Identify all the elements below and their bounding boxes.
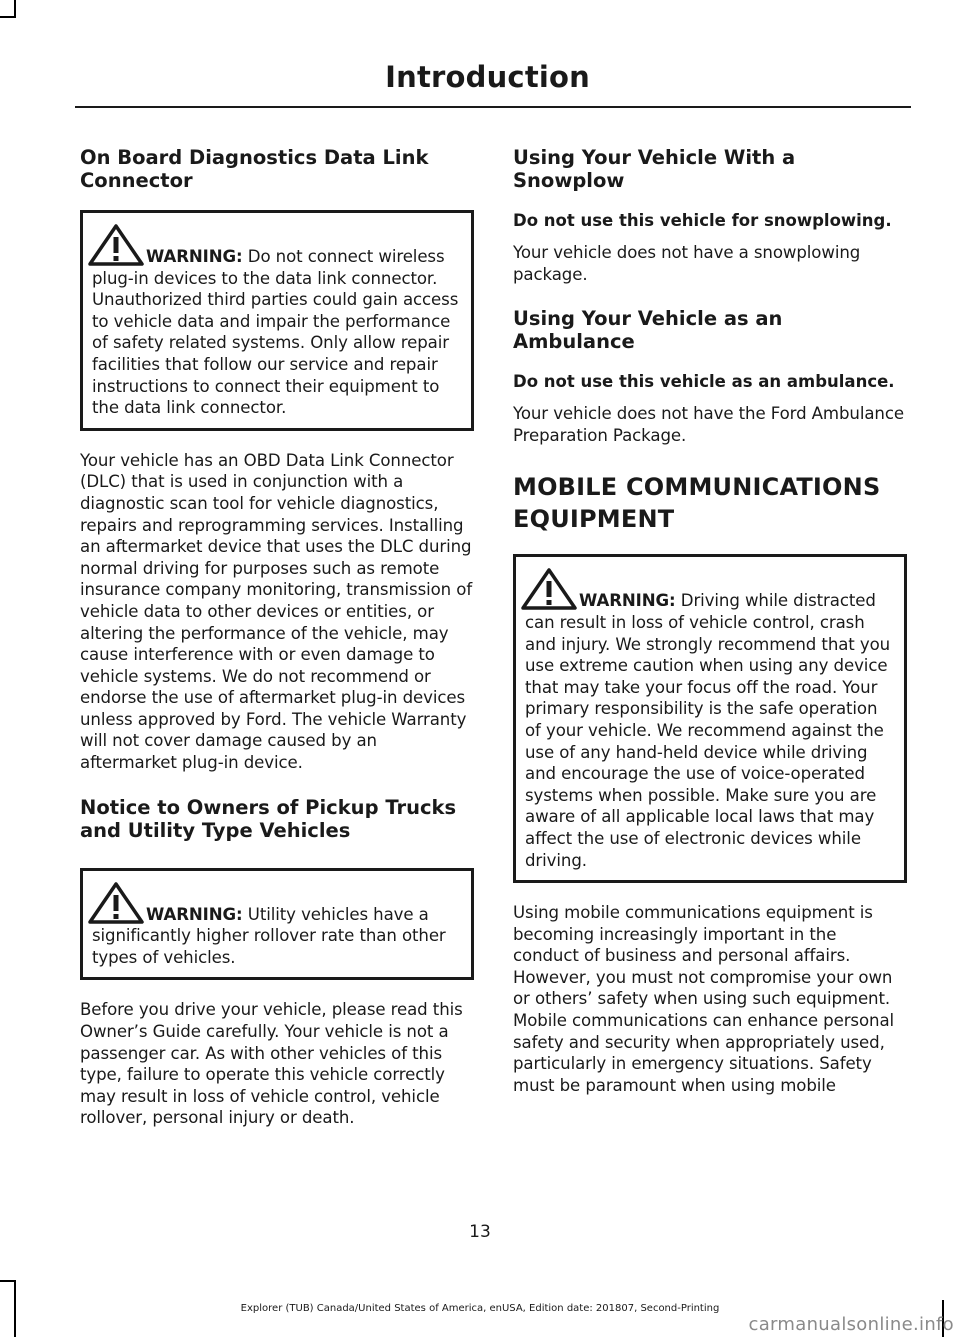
left-column [80, 146, 474, 1146]
warning-text: Driving while distracted can result in loss of vehicle control, crash and injury. We strongly recommend that you use extreme caution when using any device that may take your focus off the road. Your primary responsibility is the safe operation of your vehicle. We recommend against the use of any hand-held device while driving and encourage the use of voice-operated systems when possible. Make sure you are aware of all applicable local laws that may affect the use of electronic devices while driving. [525, 591, 891, 870]
pickup-paragraph: Before you drive your vehicle, please read this Owner’s Guide carefully. Your vehicle is not a passenger car. As with other vehicles of this type, failure to operate this vehicle correctly may result in loss of vehicle control, vehicle rollover, personal injury or death. [80, 1000, 463, 1128]
warning-triangle-icon [86, 223, 146, 267]
mobile-section-heading [513, 472, 907, 534]
obd-warning-box [80, 210, 474, 431]
mobile-heading-line1: MOBILE COMMUNICATIONS [513, 473, 881, 502]
warning-triangle-icon [519, 567, 579, 611]
watermark[interactable]: carmanualsonline.info [748, 1314, 954, 1335]
page-title: Introduction [385, 60, 590, 94]
snowplow-heading: Using Your Vehicle With a Snowplow [513, 146, 796, 192]
header-divider [75, 106, 911, 108]
snowplow-paragraph: Your vehicle does not have a snowplowing package. [513, 243, 861, 284]
ambulance-paragraph: Your vehicle does not have the Ford Ambulance Preparation Package. [513, 404, 904, 445]
snowplow-notice: Do not use this vehicle for snowplowing. [513, 211, 892, 230]
warning-triangle-icon [86, 881, 146, 925]
mobile-warning-box [513, 554, 907, 883]
mobile-paragraph: Using mobile communications equipment is becoming increasingly important in the conduct of business and personal affairs. However, you must not compromise your own or others’ safety when using such equipment. Mobile communications can enhance personal safety and security when appropriately used, particularly in emergency situations. Safety must be paramount when using mobile [513, 903, 895, 1095]
crop-mark [0, 16, 16, 18]
obd-heading: On Board Diagnostics Data Link Connector [80, 146, 429, 192]
pickup-heading: Notice to Owners of Pickup Trucks and Utility Type Vehicles [80, 795, 457, 842]
warning-label: WARNING: [579, 591, 676, 611]
edition-info: Explorer (TUB) Canada/United States of America, enUSA, Edition date: 201807, Second-Printing [240, 1303, 720, 1314]
crop-mark [0, 1280, 16, 1282]
right-column [513, 146, 907, 1113]
mobile-heading-line2: EQUIPMENT [513, 505, 675, 534]
warning-text: Utility vehicles have a significantly higher rollover rate than other types of vehicles. [92, 904, 446, 967]
ambulance-heading: Using Your Vehicle as an Ambulance [513, 307, 783, 354]
page-number: 13 [469, 1222, 491, 1242]
warning-text: Do not connect wireless plug-in devices to the data link connector. Unauthorized third parties could gain access to vehicle data and impair the performance of safety related systems. Only allow repair facilities that follow our service and repair instructions to connect their equipment to the data link connector. [92, 247, 459, 418]
warning-label: WARNING: [146, 904, 243, 924]
warning-label: WARNING: [146, 247, 243, 266]
pickup-warning-box [80, 868, 474, 981]
ambulance-notice: Do not use this vehicle as an ambulance. [513, 372, 895, 392]
obd-paragraph: Your vehicle has an OBD Data Link Connector (DLC) that is used in conjunction with a diagnostic scan tool for vehicle diagnostics, repairs and reprogramming services. Installing an aftermarket device that uses the DLC during normal driving for purposes such as remote insurance company monitoring, transmission of vehicle data to other devices or entities, or altering the performance of the vehicle, may cause interference with or even damage to vehicle systems. We do not recommend or endorse the use of aftermarket plug-in devices unless approved by Ford. The vehicle Warranty will not cover damage caused by an aftermarket plug-in device. [80, 450, 473, 773]
